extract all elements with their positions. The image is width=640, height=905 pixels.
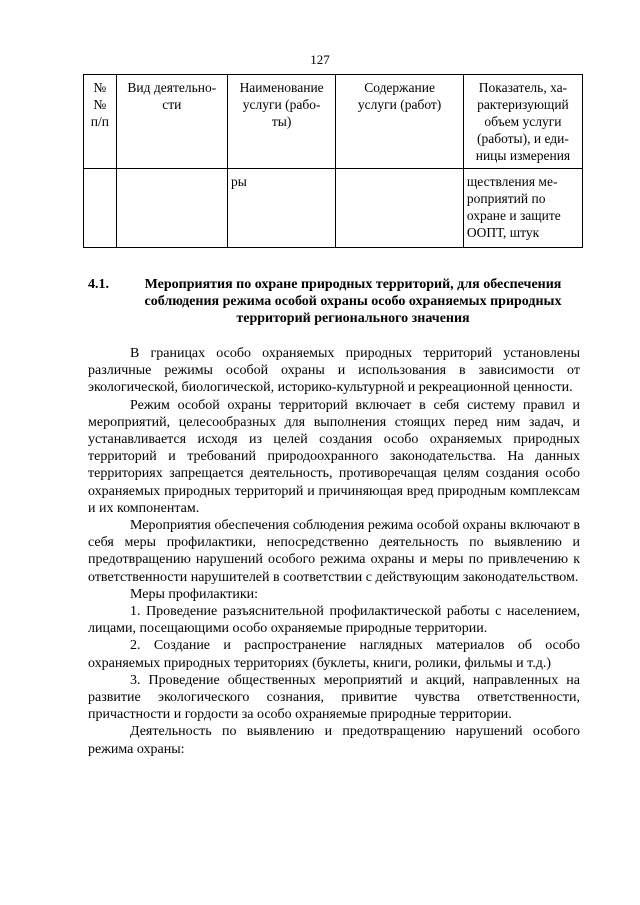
paragraph: Меры профилактики: bbox=[130, 586, 259, 602]
table-cell: ществления ме- роприятий по охране и защите ООПТ, штук bbox=[463, 169, 582, 248]
page-number: 127 bbox=[310, 52, 330, 67]
header-cell-activity: Вид деятельно- сти bbox=[116, 75, 227, 169]
body-text bbox=[88, 345, 580, 758]
header-cell-number: № № п/п bbox=[84, 75, 117, 169]
paragraph: Режим особой охраны территорий включает в себя систему правил и мероприятий, целесообразных для выполнения стоящих перед ним задач, и устанавливается исходя из целей создания особо охраняемых природных территорий и требований природоохранного законодательства. На данных территориях запрещается деятельность, противоречащая целям создания особо охраняемых природных территорий и причиняющая вред природным комплексам и их компонентам. bbox=[88, 397, 580, 516]
header-cell-service-content: Содержание услуги (работ) bbox=[336, 75, 464, 169]
paragraph: 2. Создание и распространение наглядных материалов об особо охраняемых природных территориях (буклеты, книги, ролики, фильмы и т.д.) bbox=[88, 638, 580, 671]
section-title: Мероприятия по охране природных территорий, для обеспечения соблюдения режима особой охраны особо охраняемых природных территорий регионального значения bbox=[144, 277, 562, 326]
header-cell-indicator: Показатель, ха- рактеризующий объем услуги (работы), и еди- ницы измерения bbox=[463, 75, 582, 169]
section-heading bbox=[88, 276, 580, 327]
table-cell bbox=[84, 169, 117, 248]
table-row bbox=[84, 169, 583, 248]
table-header-row bbox=[84, 75, 583, 169]
table-cell: ры bbox=[227, 169, 335, 248]
section-number: 4.1. bbox=[88, 277, 109, 292]
paragraph: В границах особо охраняемых природных территорий установлены различные режимы особой охраны и использования в зависимости от экологической, биологической, историко-культурной и рекреационной ценности. bbox=[88, 346, 580, 396]
table-cell bbox=[116, 169, 227, 248]
paragraph: 3. Проведение общественных мероприятий и акций, направленных на развитие экологического сознания, привитие чувства ответственности, причастности и гордости за особо охраняемые природные территории. bbox=[88, 672, 580, 723]
table-cell bbox=[336, 169, 464, 248]
services-table bbox=[83, 74, 583, 248]
paragraph: Мероприятия обеспечения соблюдения режима особой охраны включают в себя меры профилактики, непосредственно деятельность по выявлению и предотвращению нарушений особого режима охраны и меры по привлечению к ответственности нарушителей в соответствии с действующим законодательством. bbox=[88, 518, 580, 585]
paragraph: Деятельность по выявлению и предотвращению нарушений особого режима охраны: bbox=[88, 724, 580, 757]
paragraph: 1. Проведение разъяснительной профилактической работы с населением, лицами, посещающими особо охраняемые природные территории. bbox=[88, 604, 580, 637]
header-cell-service-name: Наименование услуги (рабо- ты) bbox=[227, 75, 335, 169]
